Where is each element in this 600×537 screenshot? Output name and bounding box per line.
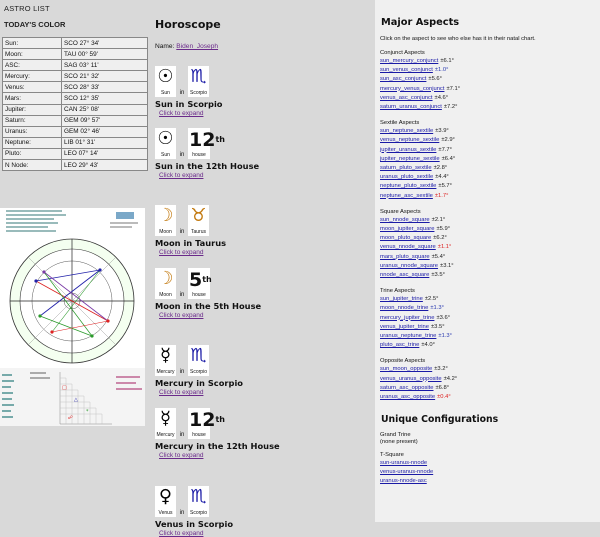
aspect-link[interactable]: mercury_jupiter_trine (380, 314, 435, 321)
aspect-row (380, 304, 600, 313)
placement-row (3, 137, 148, 148)
placement-planet: Mars: (3, 93, 62, 104)
planet-glyph-icon: ☿ (159, 408, 172, 429)
house-number: 12 (189, 409, 216, 431)
aspect-link[interactable]: sun_nnode_square (380, 216, 430, 223)
aspect-group-heading: Trine Aspects (380, 288, 415, 295)
aspect-row (380, 66, 600, 75)
expand-link[interactable]: Click to expand (159, 110, 204, 117)
entry-title: Mercury in the 12th House (155, 441, 280, 451)
aspect-orb: ±2.5° (424, 296, 439, 303)
aspect-row (380, 173, 600, 182)
expand-link[interactable]: Click to expand (159, 530, 204, 537)
name-link[interactable]: Biden_Joseph (176, 43, 219, 50)
house-number-icon (189, 269, 212, 291)
aspect-orb: ±4.2° (443, 375, 458, 382)
placement-planet: N Node: (3, 160, 62, 171)
aspect-orb: ±1.7° (434, 192, 449, 199)
house-number: 12 (189, 129, 216, 151)
svg-text:□: □ (62, 385, 67, 391)
aspects-column (375, 0, 600, 522)
aspect-orb: ±7.1° (446, 85, 461, 92)
placement-position: SCO 28° 33' (62, 82, 148, 93)
horoscope-entry (155, 66, 370, 117)
sign-icon-box (188, 66, 209, 97)
placement-row (3, 49, 148, 60)
entry-icons (155, 486, 370, 517)
aspect-row (380, 262, 600, 271)
aspect-orb: ±1.0° (434, 67, 449, 74)
entry-title: Moon in Taurus (155, 238, 227, 248)
house-caption: house (192, 432, 206, 438)
aspect-orb: ±6.8° (435, 384, 450, 391)
aspect-group (375, 350, 600, 402)
sign-caption: Scorpio (190, 510, 207, 516)
placements-table (2, 37, 148, 171)
horoscope-title: Horoscope (155, 18, 221, 31)
aspect-row (380, 216, 600, 225)
tsquare-link[interactable]: venus-uranus-nnode (380, 469, 434, 476)
aspect-orb: ±5.6° (428, 76, 442, 83)
aspect-link[interactable]: sun_venus_conjunct (380, 67, 433, 74)
aspect-row (380, 393, 600, 402)
aspect-row (380, 225, 600, 234)
placement-position: CAN 25° 08' (62, 104, 148, 115)
aspect-link[interactable]: uranus_neptune_trine (380, 333, 437, 340)
expand-link[interactable]: Click to expand (159, 312, 204, 319)
placement-planet: ASC: (3, 60, 62, 71)
house-suffix: th (215, 415, 225, 424)
placement-row (3, 82, 148, 93)
aspect-orb: ±3.2° (434, 366, 448, 373)
aspect-group (375, 112, 600, 201)
in-word: in (179, 369, 185, 375)
planet-caption: Moon (159, 229, 172, 235)
placement-position: SCO 21° 32' (62, 71, 148, 82)
house-icon-box (188, 128, 225, 159)
aspect-orb: ±3.9° (435, 128, 449, 135)
house-number-icon (189, 409, 225, 431)
placement-position: TAU 00° 59' (62, 49, 148, 60)
aspect-row (380, 155, 600, 164)
aspect-row (380, 295, 600, 304)
aspect-link[interactable]: pluto_asc_trine (380, 342, 420, 349)
aspect-link[interactable]: uranus_nnode_square (380, 262, 439, 269)
aspect-row (380, 323, 600, 332)
aspect-link[interactable]: moon_jupiter_square (380, 226, 435, 233)
planet-glyph-icon: ♀ (158, 486, 173, 507)
aspect-orb: ±5.9° (436, 226, 451, 233)
house-suffix: th (202, 275, 212, 284)
aspect-link[interactable]: sun_jupiter_trine (380, 296, 423, 303)
entry-title: Sun in the 12th House (155, 161, 260, 171)
aspect-link[interactable]: mercury_venus_conjunct (380, 85, 445, 92)
natal-chart-wheel (0, 208, 145, 368)
aspect-row (380, 192, 600, 201)
aspect-link[interactable]: uranus_pluto_sextile (380, 174, 434, 181)
aspect-orb: ±1.1° (437, 244, 452, 251)
natal-chart-image[interactable] (0, 208, 145, 368)
placement-row (3, 38, 148, 49)
aspect-orb: ±3.5° (430, 323, 445, 330)
aspect-link[interactable]: moon_pluto_square (380, 235, 432, 242)
planet-caption: Sun (161, 90, 170, 96)
aspect-orb: ±2.8° (433, 165, 448, 172)
aspect-group-heading: Conjunct Aspects (380, 50, 425, 56)
aspect-group (375, 280, 600, 350)
placement-position: SCO 12° 35' (62, 93, 148, 104)
aspect-link[interactable]: venus_neptune_sextile (380, 137, 440, 144)
grand-trine-none: (none present) (380, 439, 418, 446)
planet-icon-box (155, 205, 176, 236)
entry-icons (155, 66, 370, 97)
planet-glyph-icon: ☽ (157, 268, 174, 289)
in-word: in (179, 432, 185, 438)
entry-icons (155, 205, 370, 236)
aspect-orb: ±3.1° (440, 262, 454, 269)
aspect-row (380, 253, 600, 262)
tsquare-link[interactable]: sun-uranus-nnode (380, 460, 428, 467)
aspect-link[interactable]: mars_pluto_square (380, 253, 430, 260)
aspect-group-heading: Opposite Aspects (380, 358, 426, 365)
placement-position: GEM 02° 46' (62, 126, 148, 137)
aspect-row (380, 57, 600, 66)
in-word: in (179, 152, 185, 158)
entry-icons (155, 128, 370, 159)
planet-caption: Mercury (156, 432, 175, 438)
expand-link[interactable]: Click to expand (159, 172, 204, 179)
sign-icon-box (188, 205, 209, 236)
aspect-link[interactable]: venus_asc_conjunct (380, 94, 433, 101)
sign-caption: Taurus (190, 229, 206, 235)
expand-link[interactable]: Click to expand (159, 389, 204, 396)
aspect-row (380, 314, 600, 323)
house-caption: house (192, 152, 206, 158)
entry-icons (155, 345, 370, 376)
aspect-orb: ±7.2° (443, 104, 458, 111)
placement-row (3, 160, 148, 171)
expand-link[interactable]: Click to expand (159, 249, 204, 256)
expand-link-row (155, 530, 370, 537)
horoscope-entry (155, 128, 370, 179)
aspect-row (380, 85, 600, 94)
aspect-row (380, 75, 600, 84)
house-number: 5 (189, 269, 203, 291)
aspect-link[interactable]: sun_neptune_sextile (380, 128, 434, 135)
entry-icons (155, 408, 370, 439)
placement-planet: Uranus: (3, 126, 62, 137)
placement-row (3, 126, 148, 137)
major-aspects-title: Major Aspects (381, 17, 460, 28)
entry-title: Venus in Scorpio (155, 519, 234, 529)
placement-position: SAG 03° 11' (62, 60, 148, 71)
aspect-row (380, 234, 600, 243)
sign-caption: Scorpio (190, 90, 207, 96)
placement-row (3, 60, 148, 71)
sign-icon-box (188, 486, 209, 517)
aspect-link[interactable]: venus_uranus_opposite (380, 375, 442, 382)
placement-planet: Moon: (3, 49, 62, 60)
planet-icon-box (155, 345, 176, 376)
aspect-group-heading: Square Aspects (380, 208, 421, 215)
entry-title: Sun in Scorpio (155, 99, 223, 109)
horoscope-column (150, 0, 375, 537)
aspect-link[interactable]: saturn_uranus_conjunct (380, 104, 442, 111)
placement-planet: Pluto: (3, 148, 62, 159)
planet-caption: Moon (159, 292, 172, 298)
placement-row (3, 71, 148, 82)
aspect-orb: ±6.1° (440, 58, 454, 64)
house-number-icon (189, 129, 225, 151)
horoscope-entry (155, 486, 370, 537)
placement-row (3, 148, 148, 159)
aspect-group (375, 42, 600, 112)
aspect-link[interactable]: venus_jupiter_trine (380, 323, 429, 330)
svg-text:☍: ☍ (68, 415, 74, 421)
placement-row (3, 93, 148, 104)
entry-icons (155, 268, 370, 299)
todays-color-header: TODAY'S COLOR (4, 20, 66, 29)
aspect-link[interactable]: neptune_asc_sextile (380, 192, 433, 199)
aspect-orb: ±0.4° (437, 394, 451, 401)
aspect-row (380, 103, 600, 112)
aspects-note: Click on the aspect to see who else has it in their natal chart. (380, 36, 536, 42)
entry-title: Mercury in Scorpio (155, 378, 243, 388)
placement-planet: Neptune: (3, 137, 62, 148)
sign-caption: Scorpio (190, 369, 207, 375)
zodiac-sign-icon: ♏ (190, 345, 207, 366)
aspect-link[interactable]: saturn_asc_opposite (380, 384, 434, 391)
house-icon-box (188, 268, 210, 299)
aspect-orb: ±3.5° (431, 272, 445, 279)
placement-row (3, 104, 148, 115)
house-suffix: th (215, 135, 225, 144)
aspect-orb: ±4.4° (435, 174, 449, 181)
placement-position: SCO 27° 34' (62, 38, 148, 49)
aspect-row (380, 271, 600, 280)
name-label: Name: (155, 43, 175, 50)
aspect-grid-graphic (0, 368, 145, 426)
aspect-row (380, 341, 600, 350)
planet-caption: Venus (158, 510, 173, 516)
aspect-link[interactable]: uranus_asc_opposite (380, 394, 436, 401)
aspect-orb: ±5.7° (438, 183, 452, 190)
house-icon-box (188, 408, 225, 439)
aspect-group (375, 201, 600, 280)
tsquare-heading: T-Square (380, 452, 404, 459)
aspect-row (380, 365, 600, 374)
aspect-link[interactable]: neptune_pluto_sextile (380, 183, 437, 190)
in-word: in (179, 229, 185, 235)
aspect-row (380, 94, 600, 103)
planet-icon-box (155, 268, 176, 299)
expand-link-row (155, 389, 370, 396)
left-sidebar (0, 0, 150, 522)
expand-link-row (155, 312, 370, 319)
aspect-row (380, 375, 600, 384)
aspect-link[interactable]: moon_nnode_trine (380, 305, 429, 312)
name-line (155, 43, 218, 50)
aspect-row (380, 182, 600, 191)
planet-glyph-icon: ☽ (157, 205, 174, 226)
tsquare-list (380, 459, 600, 486)
aspect-orb: ±1.3° (430, 305, 444, 312)
aspect-row (380, 384, 600, 393)
placement-position: GEM 09° 57' (62, 115, 148, 126)
aspect-orb: ±1.3° (438, 333, 452, 340)
aspect-link[interactable]: sun_asc_conjunct (380, 76, 427, 83)
aspect-link[interactable]: jupiter_uranus_sextile (380, 146, 437, 153)
zodiac-sign-icon: ♉ (190, 205, 207, 226)
in-word: in (179, 90, 185, 96)
planet-glyph-icon: ☉ (157, 66, 174, 87)
tsquare-link[interactable]: uranus-nnode-asc (380, 478, 427, 485)
aspect-grid-image[interactable] (0, 368, 145, 426)
expand-link-row (155, 249, 370, 256)
in-word: in (179, 510, 185, 516)
aspect-row (380, 127, 600, 136)
placement-planet: Sun: (3, 38, 62, 49)
placement-position: LEO 29° 43' (62, 160, 148, 171)
svg-text:*: * (86, 409, 89, 415)
horoscope-entry (155, 345, 370, 396)
aspect-groups (375, 42, 600, 402)
planet-caption: Sun (161, 152, 170, 158)
aspect-orb: ±5.4° (431, 253, 446, 260)
aspect-row (380, 243, 600, 252)
aspect-orb: ±4.6° (434, 94, 449, 101)
placement-planet: Jupiter: (3, 104, 62, 115)
placement-position: LIB 01° 31' (62, 137, 148, 148)
aspect-link[interactable]: nnode_asc_square (380, 272, 430, 279)
aspect-orb: ±7.7° (438, 146, 452, 153)
expand-link-row (155, 110, 370, 117)
aspect-orb: ±6.4° (441, 155, 456, 162)
placement-planet: Mercury: (3, 71, 62, 82)
aspect-orb: ±6.2° (433, 235, 447, 242)
planet-icon-box (155, 66, 176, 97)
grand-trine-heading: Grand Trine (380, 432, 411, 439)
placement-row (3, 115, 148, 126)
horoscope-entry (155, 408, 370, 459)
zodiac-sign-icon: ♏ (190, 486, 207, 507)
aspect-orb: ±2.1° (431, 216, 446, 223)
expand-link-row (155, 452, 370, 459)
in-word: in (179, 292, 185, 298)
aspect-row (380, 164, 600, 173)
sign-icon-box (188, 345, 209, 376)
horoscope-entry (155, 268, 370, 319)
placement-position: LEO 07° 14' (62, 148, 148, 159)
aspect-link[interactable]: sun_mercury_conjunct (380, 58, 439, 64)
aspect-link[interactable]: jupiter_neptune_sextile (380, 155, 440, 162)
planet-icon-box (155, 486, 176, 517)
house-caption: house (192, 292, 206, 298)
placement-planet: Venus: (3, 82, 62, 93)
aspect-row (380, 332, 600, 341)
zodiac-sign-icon: ♏ (190, 66, 207, 87)
planet-glyph-icon: ☉ (157, 128, 174, 149)
aspect-row (380, 146, 600, 155)
placement-planet: Saturn: (3, 115, 62, 126)
aspect-row (380, 136, 600, 145)
aspect-orb: ±3.6° (436, 314, 451, 321)
expand-link[interactable]: Click to expand (159, 452, 204, 459)
aspect-link[interactable]: venus_nnode_square (380, 244, 436, 251)
grand-trine-section (375, 425, 600, 445)
aspect-group-heading: Sextile Aspects (380, 120, 420, 127)
planet-icon-box (155, 408, 176, 439)
planet-glyph-icon: ☿ (159, 345, 172, 366)
unique-configurations-title: Unique Configurations (381, 414, 499, 426)
astro-list-header: ASTRO LIST (4, 4, 50, 13)
planet-caption: Mercury (156, 369, 175, 375)
svg-text:△: △ (74, 397, 78, 403)
expand-link-row (155, 172, 370, 179)
tsquare-section (375, 445, 600, 486)
entry-title: Moon in the 5th House (155, 301, 262, 311)
aspect-orb: ±2.9° (441, 137, 455, 144)
planet-icon-box (155, 128, 176, 159)
aspect-link[interactable]: sun_moon_opposite (380, 366, 433, 373)
horoscope-entry (155, 205, 370, 256)
aspect-link[interactable]: saturn_pluto_sextile (380, 165, 432, 172)
aspect-orb: ±4.0° (421, 342, 435, 349)
